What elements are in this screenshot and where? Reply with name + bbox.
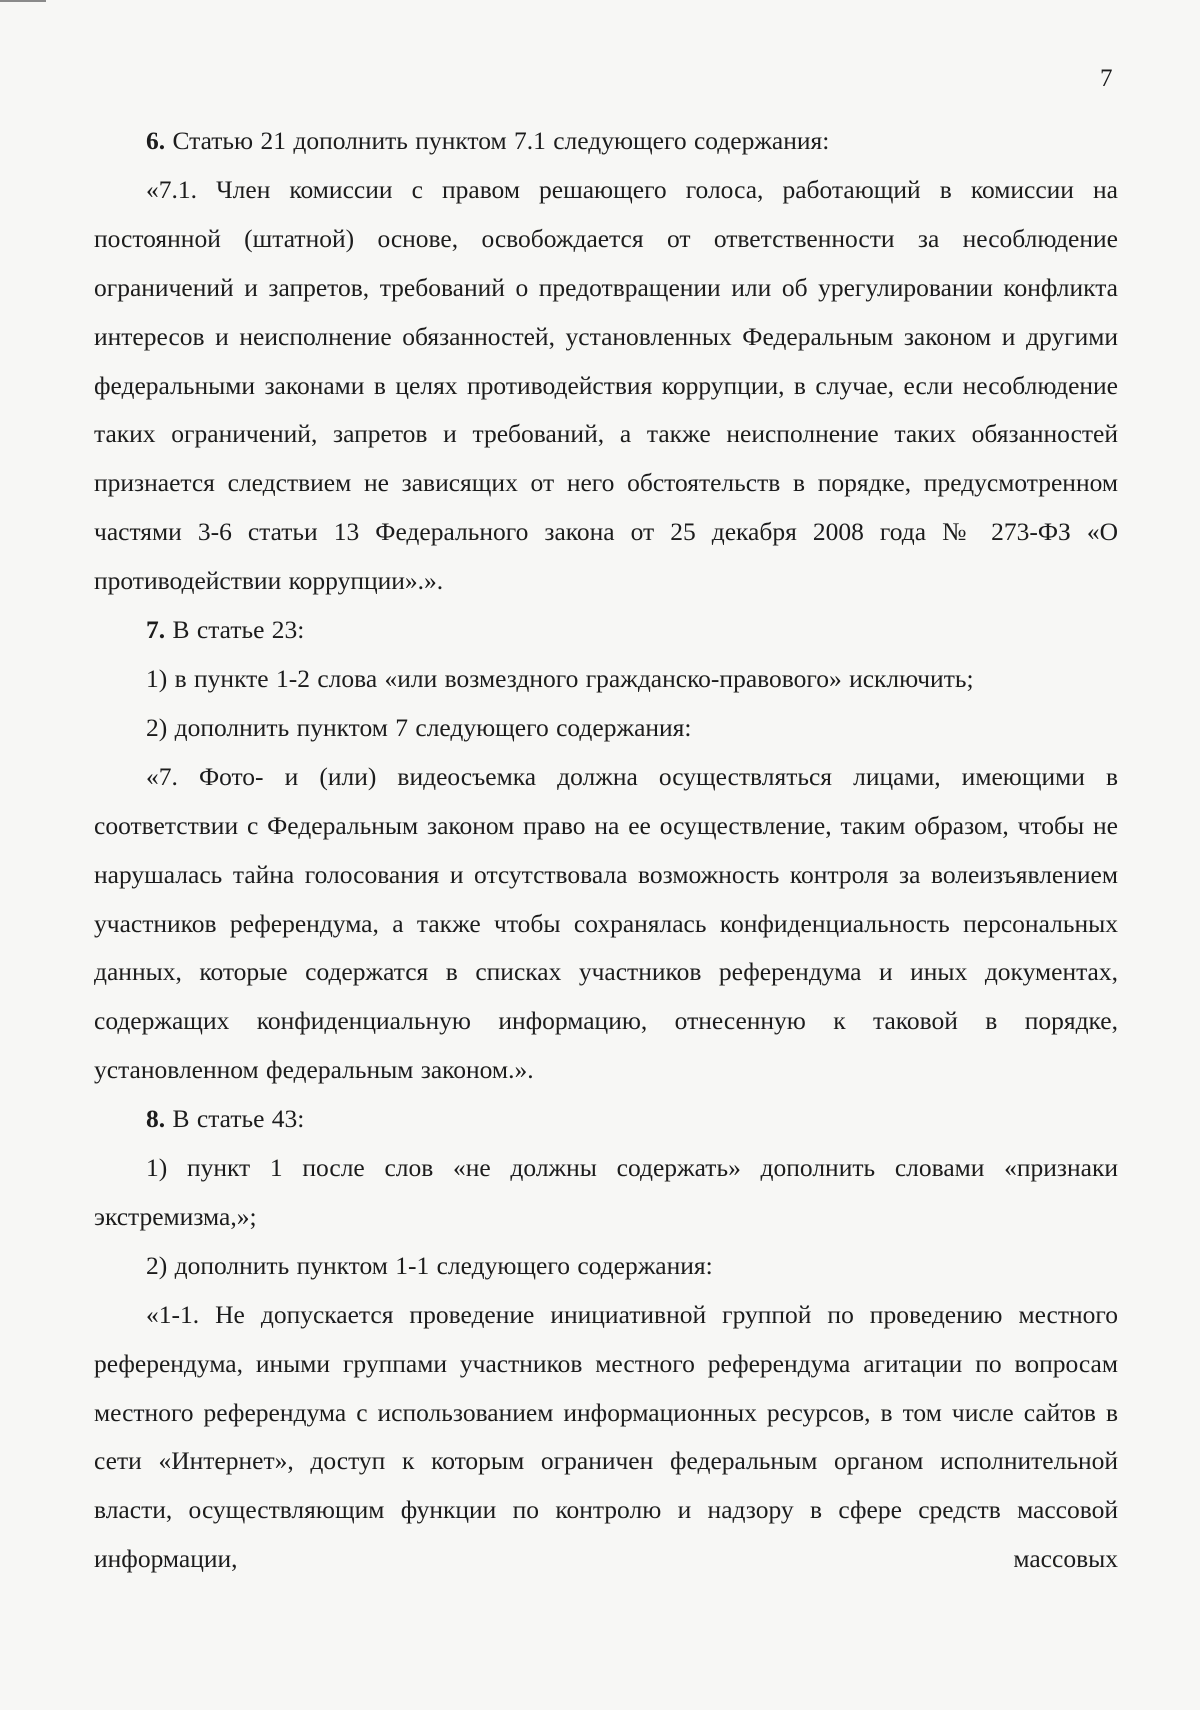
scan-edge-mark xyxy=(0,0,46,2)
paragraph-text: «1-1. Не допускается проведение инициативной группой по проведению местного референдума, иными группами участников местного референдума агитации по вопросам местного референдума с использованием информационных ресурсов, в том числе сайтов в сети «Интернет», доступ к которым ограничен федеральным органом исполнительной власти, осуществляющим функции по контролю и надзору в сфере средств массовой информации, массовых xyxy=(94,1299,1118,1574)
paragraph-text: «7. Фото- и (или) видеосъемка должна осуществляться лицами, имеющими в соответствии с Федеральным законом право на ее осуществление, таким образом, чтобы не нарушалась тайна голосования и отсутствовала возможность контроля за волеизъявлением участников референдума, а также чтобы сохранялась конфиденциальность персональных данных, которые содержатся в списках участников референдума и иных документах, содержащих конфиденциальную информацию, отнесенную к таковой в порядке, установленном федеральным законом.». xyxy=(94,761,1118,1085)
paragraph-text: 1) пункт 1 после слов «не должны содержать» дополнить словами «признаки экстремизма,»; xyxy=(94,1153,1118,1231)
paragraph-point-7-text xyxy=(94,753,1118,1095)
paragraph-8 xyxy=(94,1095,1118,1144)
paragraph-text: Статью 21 дополнить пунктом 7.1 следующего содержания: xyxy=(165,126,830,155)
paragraph-number: 8. xyxy=(146,1104,166,1134)
paragraph-7-1-text xyxy=(94,166,1118,606)
document-body xyxy=(94,117,1118,1584)
paragraph-7-item-2 xyxy=(94,704,1118,753)
paragraph-7-item-1 xyxy=(94,655,1118,704)
page-number: 7 xyxy=(1100,65,1113,92)
paragraph-number: 6. xyxy=(146,126,166,155)
paragraph-6 xyxy=(94,117,1118,166)
paragraph-text: «7.1. Член комиссии с правом решающего голоса, работающий в комиссии на постоянной (штатной) основе, освобождается от ответственности за несоблюдение ограничений и запретов, требований о предотвращении или об урегулировании конфликта интересов и неисполнение обязанностей, установленных Федеральным законом и другими федеральными законами в целях противодействия коррупции, в случае, если несоблюдение таких ограничений, запретов и требований, а также неисполнение таких обязанностей признается следствием не зависящих от него обстоятельств в порядке, предусмотренном частями 3-6 статьи 13 Федерального закона от 25 декабря 2008 года № 273-ФЗ «О противодействии коррупции».». xyxy=(94,174,1118,596)
paragraph-8-item-2 xyxy=(94,1242,1118,1291)
paragraph-8-item-1 xyxy=(94,1144,1118,1242)
paragraph-text: В статье 23: xyxy=(165,615,305,645)
paragraph-text: 2) дополнить пунктом 1-1 следующего содержания: xyxy=(146,1250,713,1280)
paragraph-number: 7. xyxy=(146,615,166,645)
paragraph-text: 2) дополнить пунктом 7 следующего содержания: xyxy=(146,712,692,742)
paragraph-text: В статье 43: xyxy=(165,1104,305,1134)
paragraph-7 xyxy=(94,606,1118,655)
paragraph-point-1-1-text xyxy=(94,1291,1118,1584)
paragraph-text: 1) в пункте 1-2 слова «или возмездного гражданско-правового» исключить; xyxy=(146,663,974,693)
